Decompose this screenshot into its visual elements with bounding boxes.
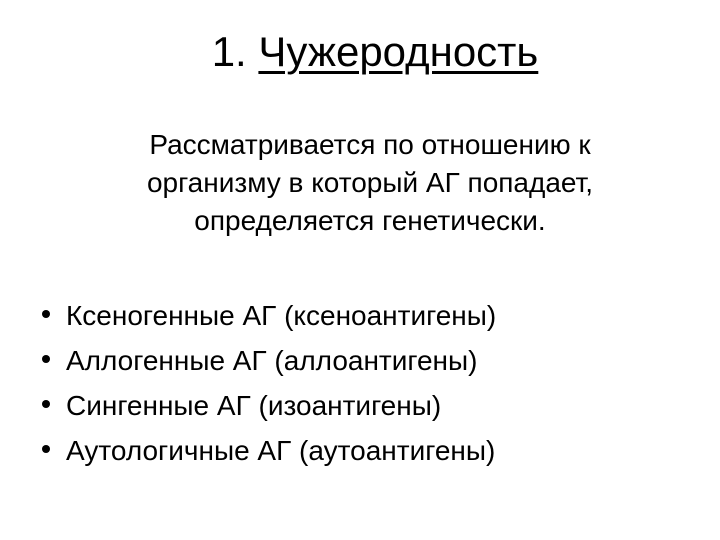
bullet-icon — [42, 400, 50, 408]
list-item — [42, 428, 682, 473]
intro-paragraph-line-2: организму в который АГ попадает, — [146, 167, 594, 198]
list-item — [42, 383, 682, 428]
slide-title-number: 1. — [211, 28, 259, 75]
bullet-list — [42, 293, 682, 473]
bullet-label: Аллогенные АГ (аллоантигены) — [66, 345, 478, 376]
bullet-icon — [42, 445, 50, 453]
slide-title — [0, 27, 720, 77]
slide-title-text: Чужеродность — [258, 28, 539, 75]
bullet-icon — [42, 355, 50, 363]
bullet-label: Сингенные АГ (изоантигены) — [66, 390, 442, 421]
list-item — [42, 293, 682, 338]
intro-paragraph — [70, 126, 670, 240]
list-item — [42, 338, 682, 383]
bullet-label: Аутологичные АГ (аутоантигены) — [66, 435, 496, 466]
bullet-icon — [42, 310, 50, 318]
intro-paragraph-line-3: определяется генетически. — [194, 205, 546, 236]
bullet-label: Ксеногенные АГ (ксеноантигены) — [66, 300, 497, 331]
intro-paragraph-line-1: Рассматривается по отношению к — [149, 129, 591, 160]
